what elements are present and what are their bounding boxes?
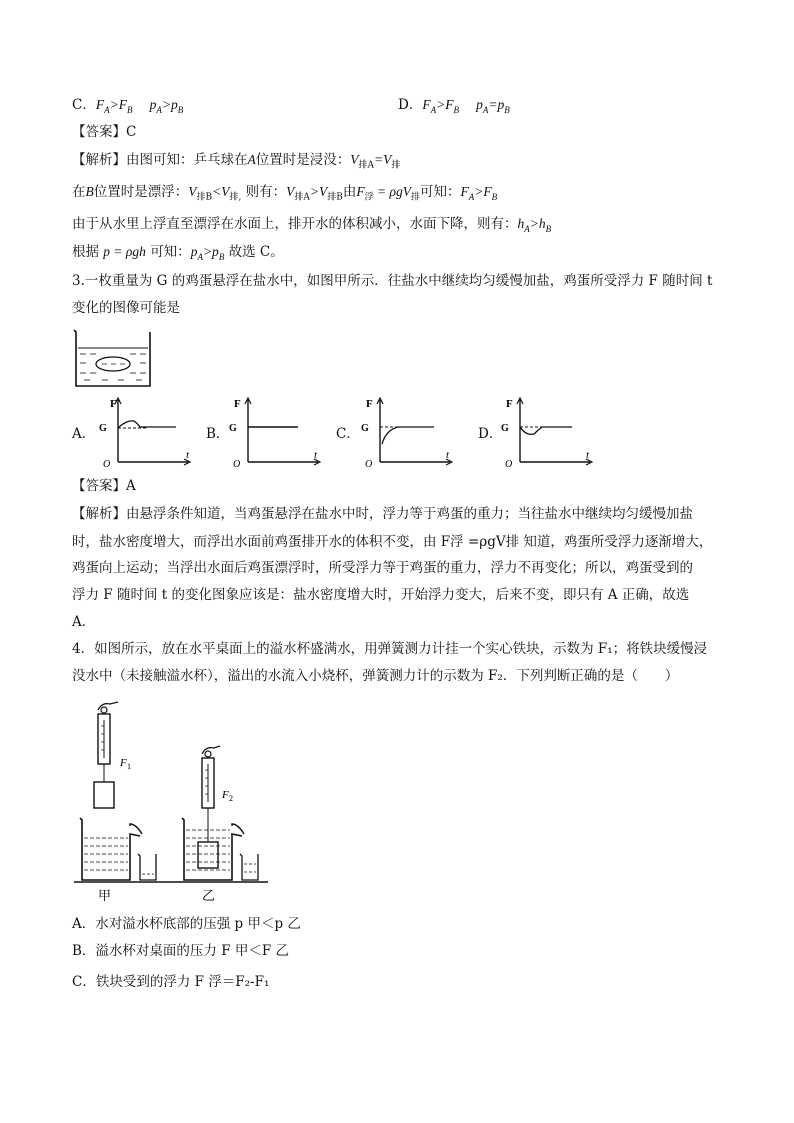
- q4-option-a[interactable]: A．水对溢水杯底部的压强 p 甲＜p 乙: [72, 916, 301, 932]
- q2-explanation-2: 在B位置时是漂浮：$V_{排B}<V_{排,}$ 则有：$V_{排A}>V_{排B}$由$F_浮 = \rho gV_排$可知：$F_A>F_B$: [72, 184, 498, 203]
- svg-text:t: t: [186, 449, 190, 461]
- q3-option-b-label: B．: [206, 426, 230, 442]
- q2-explanation-3: 由于从水里上浮直至漂浮在水面上，排开水的体积减小，水面下降，则有：$h_A>h_B$: [72, 216, 552, 234]
- q3-graph-b[interactable]: [226, 394, 326, 470]
- q3-option-a-label: A．: [72, 426, 96, 442]
- q3-explanation-4: 浮力 F 随时间 t 的变化图象应该是：盐水密度增大时，开始浮力变大，后来不变，即只有 A 正确，故选: [72, 587, 690, 603]
- q3-explanation-5: A．: [72, 614, 96, 630]
- q4-stem-line-2: 没水中（未接触溢水杯），溢出的水流入小烧杯，弹簧测力计的示数为 F₂．下列判断正确的是（ ）: [72, 668, 679, 684]
- q3-option-c-label: C．: [336, 426, 360, 442]
- q4-option-c[interactable]: C．铁块受到的浮力 F 浮＝F₂-F₁: [72, 974, 270, 990]
- overflow-cup-figure: [72, 698, 272, 908]
- q3-graph-d[interactable]: [498, 394, 598, 470]
- svg-text:G: G: [501, 423, 509, 434]
- q3-answer: 【答案】A: [72, 478, 136, 494]
- q3-explanation-3: 鸡蛋向上运动；当浮出水面后鸡蛋漂浮时，所受浮力等于鸡蛋的重力，浮力不再变化；所以，鸡蛋受到的: [72, 560, 693, 576]
- svg-text:乙: 乙: [202, 888, 216, 903]
- svg-text:O: O: [103, 459, 111, 470]
- q3-graph-a[interactable]: [96, 394, 196, 470]
- svg-text:2: 2: [229, 794, 233, 803]
- svg-text:G: G: [99, 423, 107, 434]
- svg-text:F: F: [110, 398, 117, 410]
- q4-stem-line-1: 4．如图所示，放在水平桌面上的溢水杯盛满水，用弹簧测力计挂一个实心铁块，示数为 F₁；将铁块缓慢浸: [72, 641, 708, 657]
- q3-graph-c[interactable]: [358, 394, 458, 470]
- svg-text:1: 1: [127, 762, 131, 771]
- q3-option-d-label: D．: [478, 426, 503, 442]
- q3-stem-line-2: 变化的图像可能是: [72, 300, 180, 316]
- q2-explanation-4: 根据 p = ρgh 可知：$p_A>p_B$ 故选 C。: [72, 244, 284, 262]
- svg-text:t: t: [586, 449, 590, 461]
- svg-text:F: F: [222, 789, 229, 801]
- svg-text:F: F: [366, 398, 373, 410]
- svg-text:G: G: [229, 423, 237, 434]
- svg-text:F: F: [234, 398, 241, 410]
- svg-text:O: O: [365, 459, 373, 470]
- q3-explanation-1: 【解析】由悬浮条件知道，当鸡蛋悬浮在盐水中时，浮力等于鸡蛋的重力；当往盐水中继续均匀缓慢加盐: [72, 506, 693, 522]
- beaker-egg-figure: [72, 328, 154, 390]
- q2-option-c: C．$F_A>F_B$ $p_A>p_B$: [72, 97, 184, 115]
- svg-text:G: G: [361, 423, 369, 434]
- q2-answer: 【答案】C: [72, 124, 137, 140]
- q2-option-d: D．$F_A>F_B$ $p_A=p_B$: [398, 97, 510, 115]
- svg-text:F: F: [120, 757, 127, 769]
- svg-text:t: t: [446, 449, 450, 461]
- q2-explanation-1: 【解析】由图可知：乒乓球在A位置时是浸没：$V_{排A}=V_排$: [72, 152, 401, 171]
- svg-text:t: t: [314, 449, 318, 461]
- q3-stem-line-1: 3.一枚重量为 G 的鸡蛋悬浮在盐水中，如图甲所示．往盐水中继续均匀缓慢加盐，鸡蛋所受浮力 F 随时间 t: [72, 273, 713, 289]
- svg-text:甲: 甲: [98, 888, 112, 903]
- q3-explanation-2: 时，盐水密度增大，而浮出水面前鸡蛋排开水的体积不变，由 F浮 =ρgV排 知道，鸡蛋所受浮力逐渐增大，: [72, 534, 713, 550]
- svg-text:O: O: [233, 459, 241, 470]
- svg-text:F: F: [506, 398, 513, 410]
- svg-text:O: O: [505, 459, 513, 470]
- q4-option-b[interactable]: B．溢水杯对桌面的压力 F 甲＜F 乙: [72, 943, 290, 959]
